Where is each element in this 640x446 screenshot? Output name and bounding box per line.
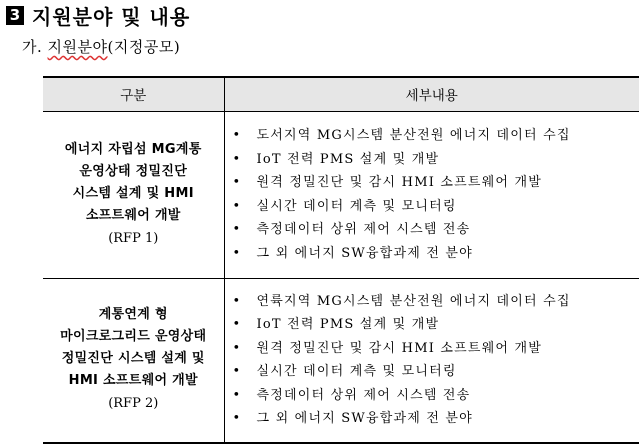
category-cell xyxy=(43,278,224,443)
category-line: 계통연계 형 xyxy=(98,307,168,323)
list-item: • 측정데이터 상위 제어 시스템 전송 xyxy=(233,218,640,242)
category-line: 에너지 자립섬 MG계통 xyxy=(64,141,202,157)
list-item: • IoT 전력 PMS 설계 및 개발 xyxy=(233,313,640,337)
list-item: • 연륙지역 MG시스템 분산전원 에너지 데이터 수집 xyxy=(233,290,640,314)
header-category: 구분 xyxy=(43,77,224,111)
subsection-prefix: 가. xyxy=(22,38,43,56)
category-line: 시스템 설계 및 HMI xyxy=(72,185,194,201)
support-areas-table xyxy=(43,76,639,444)
list-item: • 도서지역 MG시스템 분산전원 에너지 데이터 수집 xyxy=(233,124,640,148)
category-line: HMI 소프트웨어 개발 xyxy=(68,373,198,389)
category-cell xyxy=(43,111,224,278)
subsection-heading xyxy=(22,36,180,57)
table-row xyxy=(43,111,639,278)
table-header-row xyxy=(43,77,639,111)
list-item: • 측정데이터 상위 제어 시스템 전송 xyxy=(233,384,640,408)
category-line: 소프트웨어 개발 xyxy=(85,207,181,223)
details-list xyxy=(225,290,640,431)
table-row xyxy=(43,278,639,443)
section-title: 지원분야 및 내용 xyxy=(32,4,191,29)
rfp-label: (RFP 2) xyxy=(108,396,159,412)
details-cell xyxy=(224,111,639,278)
list-item: • 그 외 에너지 SW융합과제 전 분야 xyxy=(233,407,640,431)
category-line: 운영상태 정밀진단 xyxy=(79,163,188,179)
list-item: • 실시간 데이터 계측 및 모니터링 xyxy=(233,360,640,384)
category-line: 마이크로그리드 운영상태 xyxy=(60,329,207,345)
subsection-suffix: (지정공모) xyxy=(107,38,181,56)
list-item: • 원격 정밀진단 및 감시 HMI 소프트웨어 개발 xyxy=(233,337,640,361)
section-number-badge: 3 xyxy=(6,6,24,25)
list-item: • 그 외 에너지 SW융합과제 전 분야 xyxy=(233,242,640,266)
subsection-title: 지원분야 xyxy=(47,38,108,56)
details-list xyxy=(225,124,640,265)
list-item: • 원격 정밀진단 및 감시 HMI 소프트웨어 개발 xyxy=(233,171,640,195)
category-line: 정밀진단 시스템 설계 및 xyxy=(61,351,205,367)
details-cell xyxy=(224,278,639,443)
list-item: • IoT 전력 PMS 설계 및 개발 xyxy=(233,148,640,172)
header-details: 세부내용 xyxy=(224,77,639,111)
list-item: • 실시간 데이터 계측 및 모니터링 xyxy=(233,195,640,219)
section-heading xyxy=(6,2,190,28)
rfp-label: (RFP 1) xyxy=(108,230,159,246)
